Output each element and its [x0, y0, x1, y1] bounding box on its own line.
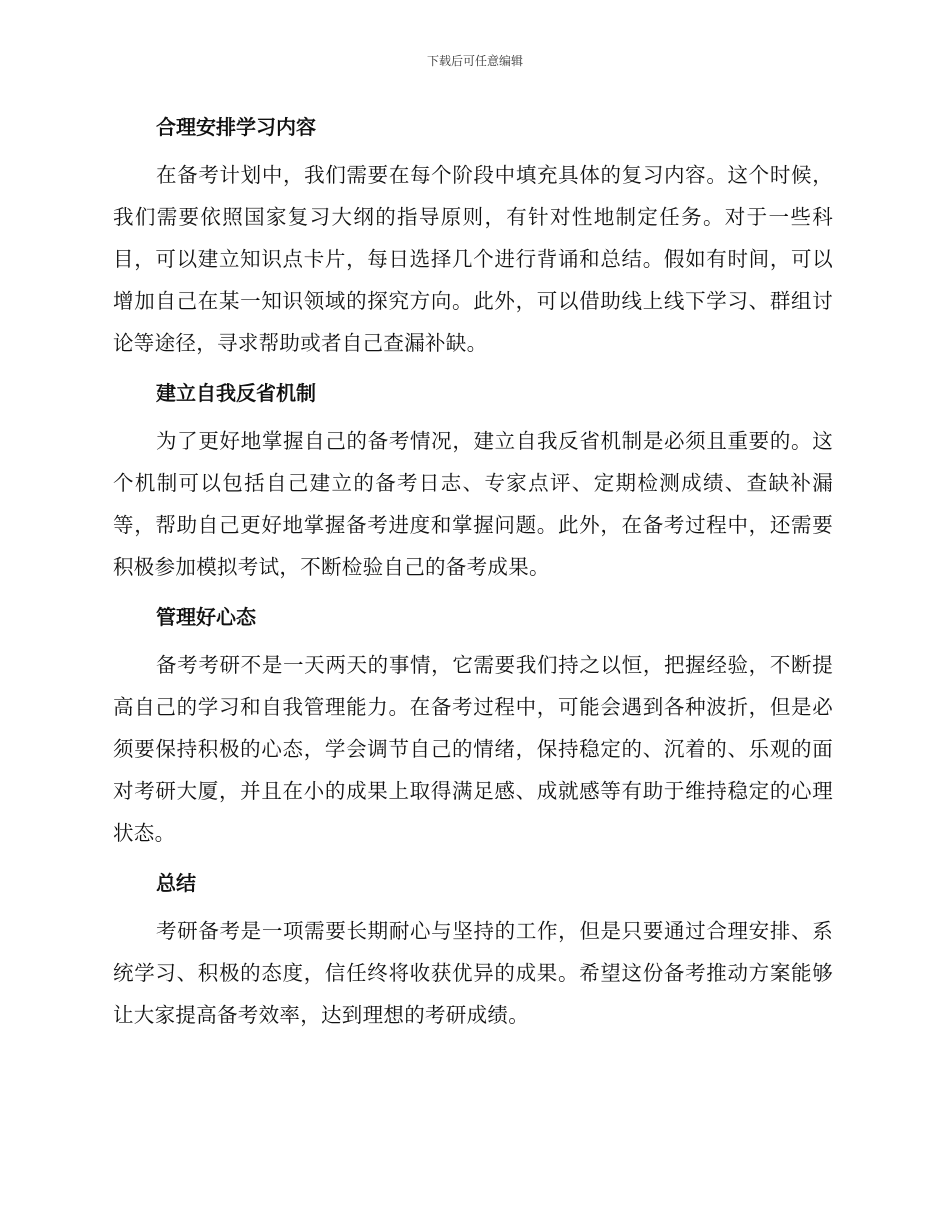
section-heading-mindset: 管理好心态	[156, 605, 256, 629]
section-heading-study-content: 合理安排学习内容	[156, 115, 316, 139]
section-heading-self-reflection: 建立自我反省机制	[156, 381, 316, 405]
document-body	[113, 106, 833, 1044]
paragraph-mindset: 备考考研不是一天两天的事情，它需要我们持之以恒，把握经验，不断提高自己的学习和自我管理能力。在备考过程中，可能会遇到各种波折，但是必须要保持积极的心态，学会调节自己的情绪，保持稳定的、沉着的、乐观的面对考研大厦，并且在小的成果上取得满足感、成就感等有助于维持稳定的心理状态。	[113, 653, 833, 845]
page-header: 下载后可任意编辑	[426, 54, 523, 68]
paragraph-summary: 考研备考是一项需要长期耐心与坚持的工作，但是只要通过合理安排、系统学习、积极的态度，信任终将收获优异的成果。希望这份备考推动方案能够让大家提高备考效率，达到理想的考研成绩。	[113, 919, 833, 1027]
section-heading-summary: 总结	[156, 871, 196, 895]
paragraph-self-reflection: 为了更好地掌握自己的备考情况，建立自我反省机制是必须且重要的。这个机制可以包括自己建立的备考日志、专家点评、定期检测成绩、查缺补漏等，帮助自己更好地掌握备考进度和掌握问题。此外，在备考过程中，还需要积极参加模拟考试，不断检验自己的备考成果。	[113, 429, 833, 579]
paragraph-study-content: 在备考计划中，我们需要在每个阶段中填充具体的复习内容。这个时候，我们需要依照国家复习大纲的指导原则，有针对性地制定任务。对于一些科目，可以建立知识点卡片，每日选择几个进行背诵和总结。假如有时间，可以增加自己在某一知识领域的探究方向。此外，可以借助线上线下学习、群组讨论等途径，寻求帮助或者自己查漏补缺。	[113, 163, 833, 355]
